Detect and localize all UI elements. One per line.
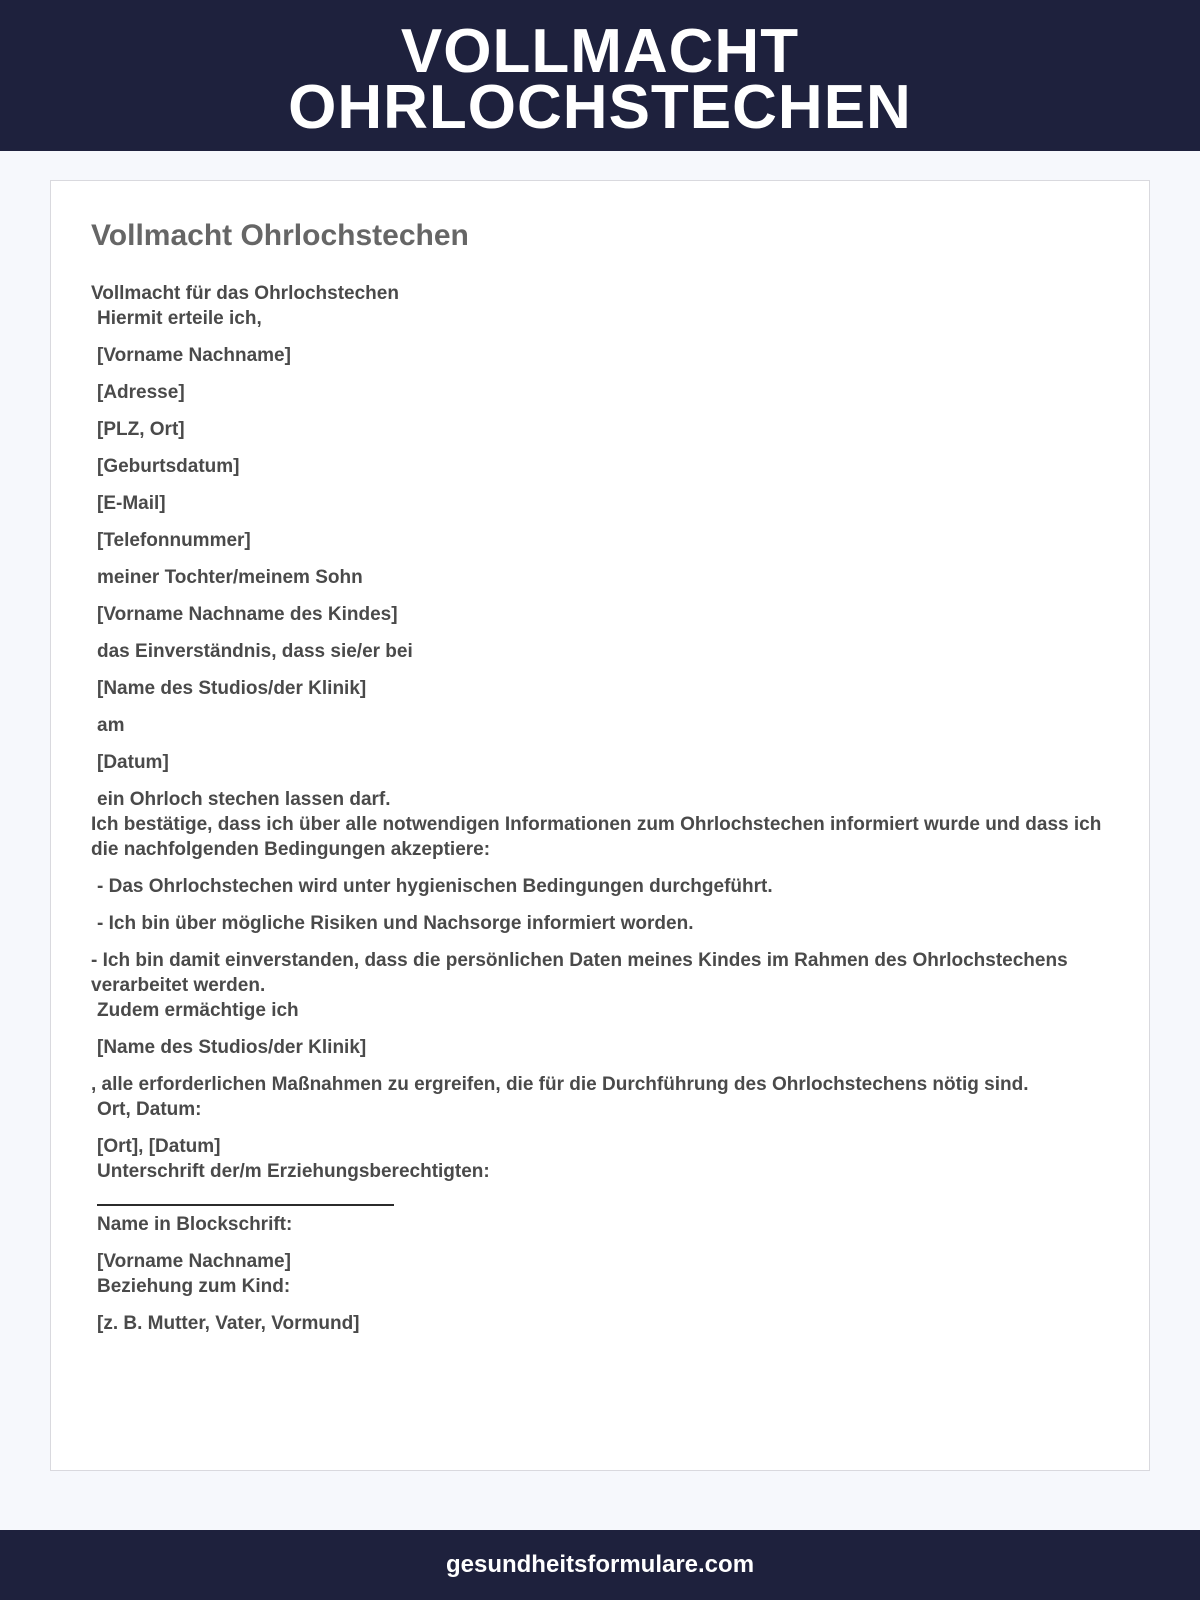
birthdate-placeholder: [Geburtsdatum] <box>97 456 240 477</box>
block-name-placeholder: [Vorname Nachname] <box>97 1251 291 1272</box>
studio-placeholder-2: [Name des Studios/der Klinik] <box>97 1037 367 1058</box>
phone-placeholder: [Telefonnummer] <box>97 530 251 551</box>
relation-placeholder: [z. B. Mutter, Vater, Vormund] <box>97 1313 360 1334</box>
confirm-text: Ich bestätige, dass ich über alle notwendigen Informationen zum Ohrlochstechen informiert wurde und dass ich die nachfolgenden Bedingungen akzeptiere: <box>91 814 1107 860</box>
place-date-placeholder: [Ort], [Datum] <box>97 1136 221 1157</box>
signature-label: Unterschrift der/m Erziehungsberechtigten: <box>97 1161 490 1182</box>
grant-text: Hiermit erteile ich, <box>97 308 262 329</box>
child-name-placeholder: [Vorname Nachname des Kindes] <box>97 604 398 625</box>
studio-placeholder: [Name des Studios/der Klinik] <box>97 678 367 699</box>
intro-text: Vollmacht für das Ohrlochstechen <box>91 283 399 304</box>
measures-text: , alle erforderlichen Maßnahmen zu ergreifen, die für die Durchführung des Ohrlochstechens nötig sind. <box>91 1074 1029 1095</box>
authorize-text: Zudem ermächtige ich <box>97 1000 299 1021</box>
relation-label: Beziehung zum Kind: <box>97 1276 291 1297</box>
email-placeholder: [E-Mail] <box>97 493 166 514</box>
piercing-text: ein Ohrloch stechen lassen darf. <box>97 789 391 810</box>
document-title: Vollmacht Ohrlochstechen <box>91 219 469 252</box>
header-title-line1: VOLLMACHT <box>400 17 800 86</box>
condition-risks: - Ich bin über mögliche Risiken und Nachsorge informiert worden. <box>97 913 694 934</box>
child-relation-text: meiner Tochter/meinem Sohn <box>97 567 363 588</box>
consent-text: das Einverständnis, dass sie/er bei <box>97 641 413 662</box>
condition-hygiene: - Das Ohrlochstechen wird unter hygienischen Bedingungen durchgeführt. <box>97 876 773 897</box>
address-placeholder: [Adresse] <box>97 382 185 403</box>
footer-site-link[interactable]: gesundheitsformulare.com <box>445 1551 755 1578</box>
signature-line[interactable] <box>97 1204 394 1206</box>
page-header <box>0 0 1200 151</box>
document-body <box>91 281 1109 1336</box>
place-date-label: Ort, Datum: <box>97 1099 202 1120</box>
page-footer <box>0 1530 1200 1600</box>
document-card <box>50 180 1150 1471</box>
zip-city-placeholder: [PLZ, Ort] <box>97 419 185 440</box>
name-placeholder: [Vorname Nachname] <box>97 345 291 366</box>
header-title-line2: OHRLOCHSTECHEN <box>288 73 912 142</box>
date-placeholder: [Datum] <box>97 752 169 773</box>
block-name-label: Name in Blockschrift: <box>97 1214 293 1235</box>
at-text: am <box>97 715 125 736</box>
condition-data: - Ich bin damit einverstanden, dass die persönlichen Daten meines Kindes im Rahmen des Ohrlochstechens verarbeitet werden. <box>91 950 1073 996</box>
